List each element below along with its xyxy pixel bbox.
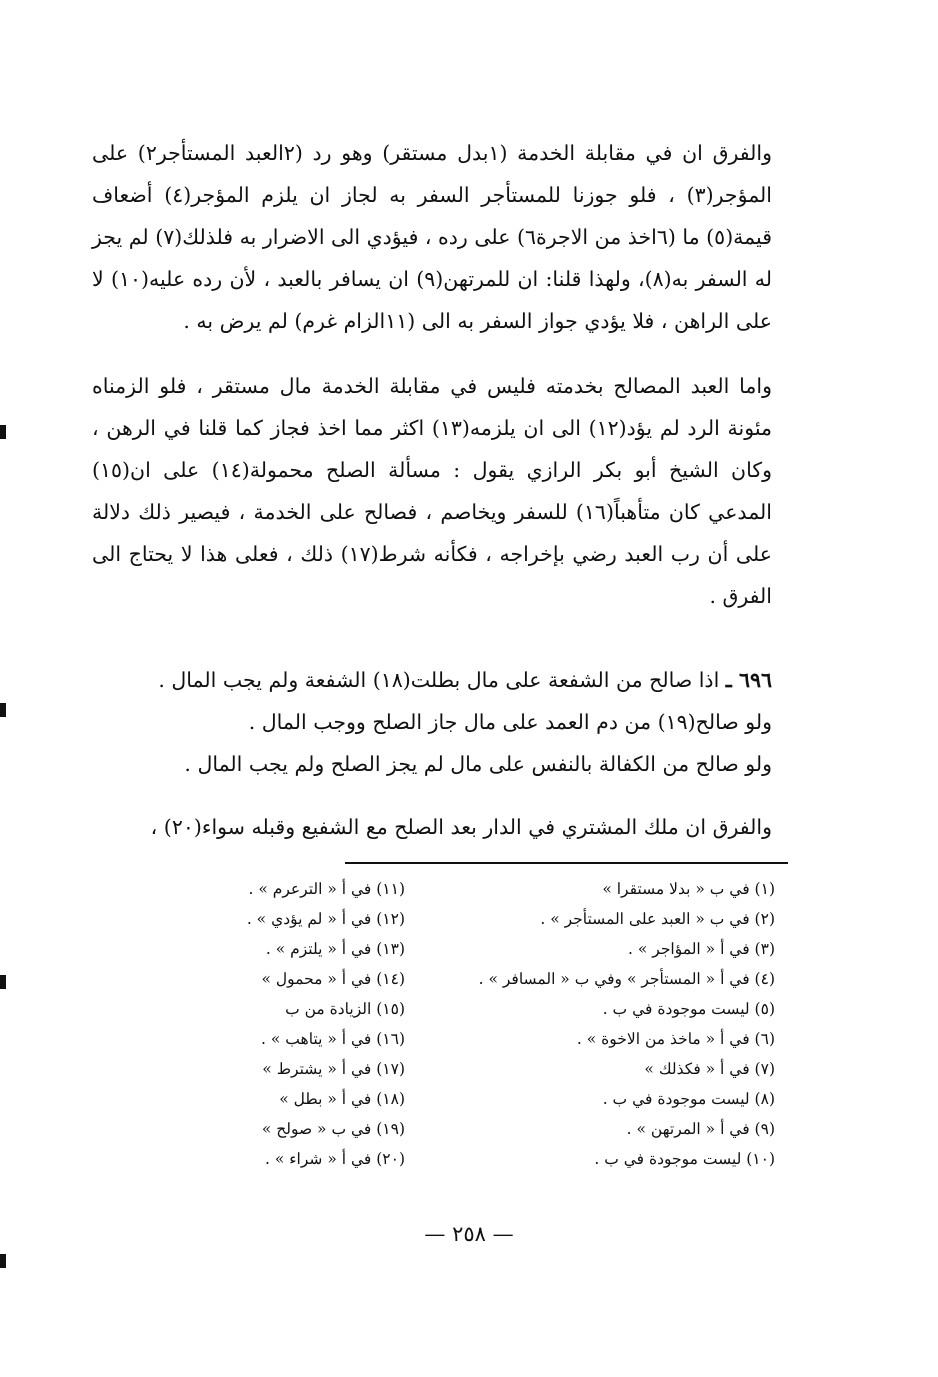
issue-line-3: ولو صالح من الكفالة بالنفس على مال لم يجز الصلح ولم يجب المال .: [184, 752, 772, 776]
footnote-20: (٢٠) في أ « شراء » .: [265, 1150, 405, 1168]
scan-edge-mark: [0, 975, 6, 989]
page-number: — ٢٥٨ —: [424, 1222, 514, 1246]
footnote-6: (٦) في أ « ماخذ من الاخوة » .: [576, 1030, 775, 1048]
footnote-15: (١٥) الزيادة من ب: [285, 1000, 405, 1018]
footnote-12: (١٢) في أ « لم يؤدي » .: [246, 910, 405, 928]
issue-line-1-text: اذا صالح من الشفعة على مال بطلت(١٨) الشفعة ولم يجب المال .: [158, 668, 720, 692]
footnote-17: (١٧) في أ « يشترط »: [262, 1060, 405, 1078]
footnotes-right-column: [470, 874, 775, 1174]
footnote-11: (١١) في أ « الترعرم » .: [248, 880, 405, 898]
scan-edge-mark: [0, 1254, 6, 1268]
footnote-13: (١٣) في أ « يلتزم » .: [265, 940, 405, 958]
paragraph-4: والفرق ان ملك المشتري في الدار بعد الصلح مع الشفيع وقبله سواء(٢٠) ،: [150, 815, 772, 839]
issue-line-1: [92, 659, 772, 701]
footnote-18: (١٨) في أ « بطل »: [279, 1090, 405, 1108]
footnote-7: (٧) في أ « فكذلك »: [644, 1060, 775, 1078]
footnotes-left-column: [150, 874, 405, 1174]
footnote-divider: [345, 862, 788, 864]
scan-edge-mark: [0, 425, 6, 439]
issue-number: ٦٩٦ ـ: [725, 668, 772, 692]
footnote-8: (٨) ليست موجودة في ب .: [602, 1090, 775, 1108]
footnote-3: (٣) في أ « المؤاجر » .: [628, 940, 775, 958]
footnote-19: (١٩) في ب « صولح »: [261, 1120, 405, 1138]
footnote-16: (١٦) في أ « يتاهب » .: [261, 1030, 405, 1048]
footnote-10: (١٠) ليست موجودة في ب .: [594, 1150, 775, 1168]
footnote-14: (١٤) في أ « محمول »: [261, 970, 405, 988]
scan-edge-mark: [0, 703, 6, 717]
footnote-9: (٩) في أ « المرتهن » .: [626, 1120, 775, 1138]
paragraph-2: واما العبد المصالح بخدمته فليس في مقابلة الخدمة مال مستقر ، فلو الزمناه مئونة الرد لم يؤد(١٢) الى ان يلزمه(١٣) اكثر مما اخذ فجاز كما قلنا في الرهن ، وكان الشيخ أبو بكر الرازي يقول : مسألة الصلح محمولة(١٤) على ان(١٥) المدعي كان متأهباً(١٦) للسفر ويخاصم ، فصالح على الخدمة ، فيصير ذلك دلالة على أن رب العبد رضي بإخراجه ، فكأنه شرط(١٧) ذلك ، فعلى هذا لا يحتاج الى الفرق .: [92, 374, 772, 608]
issue-line-2: ولو صالح(١٩) من دم العمد على مال جاز الصلح ووجب المال .: [248, 710, 772, 734]
footnote-4: (٤) في أ « المستأجر » وفي ب « المسافر » .: [478, 970, 775, 988]
footnote-1: (١) في ب « بدلا مستقرا »: [602, 880, 775, 898]
paragraph-696: [92, 659, 772, 785]
footnote-5: (٥) ليست موجودة في ب .: [602, 1000, 775, 1018]
paragraph-1: والفرق ان في مقابلة الخدمة (١بدل مستقر) وهو رد (٢العبد المستأجر٢) على المؤجر(٣) ، فلو جوزنا للمستأجر السفر به لجاز ان يلزم المؤجر(٤) أضعاف قيمة(٥) ما (٦اخذ من الاجرة٦) على رده ، فيؤدي الى الاضرار به فلذلك(٧) لم يجز له السفر به(٨)، ولهذا قلنا: ان للمرتهن(٩) ان يسافر بالعبد ، لأن رده عليه(١٠) لا على الراهن ، فلا يؤدي جواز السفر به الى (١١الزام غرم) لم يرض به .: [92, 141, 773, 333]
footnote-2: (٢) في ب « العبد على المستأجر » .: [540, 910, 775, 928]
